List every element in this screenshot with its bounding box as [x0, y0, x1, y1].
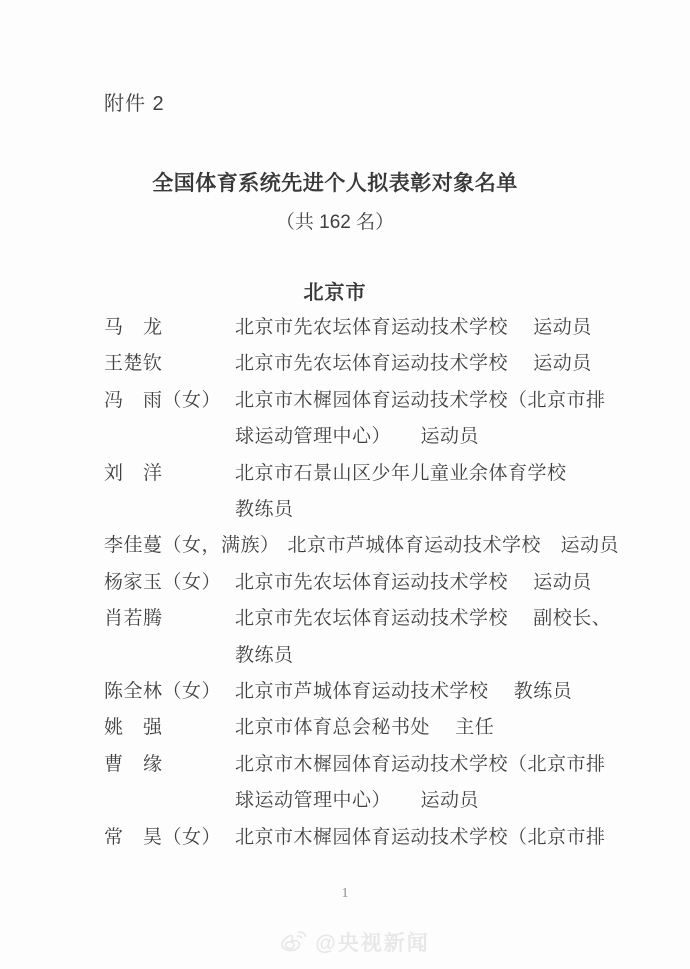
info-line: 球运动管理中心） 运动员	[235, 426, 480, 448]
person-name: 肖若腾	[104, 608, 163, 630]
attachment-label: 附件 2	[104, 93, 165, 115]
roster-row	[104, 601, 612, 674]
info-line: 北京市体育总会秘书处 主任	[235, 717, 495, 739]
info-line: 北京市先农坛体育运动技术学校 副校长、	[235, 608, 612, 630]
info-line: 北京市先农坛体育运动技术学校 运动员	[235, 353, 592, 375]
info-line: 北京市芦城体育运动技术学校 教练员	[235, 681, 573, 703]
roster-row	[104, 820, 606, 856]
person-name: 陈全林（女）	[104, 681, 222, 703]
person-info	[235, 674, 573, 710]
roster-row	[104, 565, 592, 601]
roster-row	[104, 383, 606, 456]
person-info	[235, 456, 566, 529]
person-info	[235, 383, 606, 456]
watermark-text: @央视新闻	[315, 932, 430, 955]
roster-row	[104, 346, 592, 382]
info-line: 北京市先农坛体育运动技术学校 运动员	[235, 317, 592, 338]
person-name: 姚 强	[104, 717, 163, 739]
person-name: 常 昊（女）	[104, 826, 222, 848]
roster-row	[104, 456, 566, 529]
info-line: 北京市木樨园体育运动技术学校（北京市排	[235, 753, 606, 775]
info-line: 北京市木樨园体育运动技术学校（北京市排	[235, 826, 606, 848]
roster-row	[104, 710, 566, 746]
person-info	[235, 565, 592, 601]
roster-row	[104, 674, 573, 710]
watermark	[10, 927, 690, 957]
info-line: 球运动管理中心） 运动员	[235, 790, 480, 812]
person-name: 杨家玉（女）	[104, 571, 222, 593]
person-info	[235, 601, 612, 674]
person-info	[235, 820, 606, 856]
person-name: 李佳蔓（女，满族）	[104, 535, 280, 557]
roster-row	[104, 528, 620, 564]
weibo-icon	[280, 930, 308, 954]
page-number: 1	[341, 886, 349, 902]
person-name: 冯 雨（女）	[104, 389, 222, 411]
person-info	[287, 528, 620, 564]
info-line: 北京市芦城体育运动技术学校 运动员	[287, 535, 620, 557]
document-title: 全国体育系统先进个人拟表彰对象名单	[152, 172, 518, 195]
person-info	[235, 747, 606, 820]
document-subtitle: （共 162 名）	[275, 212, 395, 233]
person-name: 王楚钦	[104, 353, 163, 375]
roster-list	[104, 310, 620, 856]
info-line: 教练员	[235, 499, 294, 521]
roster-row	[104, 747, 606, 820]
person-name: 刘 洋	[104, 462, 163, 484]
person-info	[235, 346, 592, 382]
person-name: 马 龙	[104, 317, 163, 338]
info-line: 北京市石景山区少年儿童业余体育学校	[235, 462, 567, 484]
info-line: 北京市木樨园体育运动技术学校（北京市排	[235, 389, 606, 411]
person-info	[235, 310, 592, 346]
person-info	[235, 710, 566, 746]
person-name: 曹 缘	[104, 753, 163, 775]
info-line: 北京市先农坛体育运动技术学校 运动员	[235, 571, 592, 593]
section-heading-beijing: 北京市	[303, 282, 367, 304]
roster-row	[104, 310, 592, 346]
info-line: 教练员	[235, 644, 294, 666]
